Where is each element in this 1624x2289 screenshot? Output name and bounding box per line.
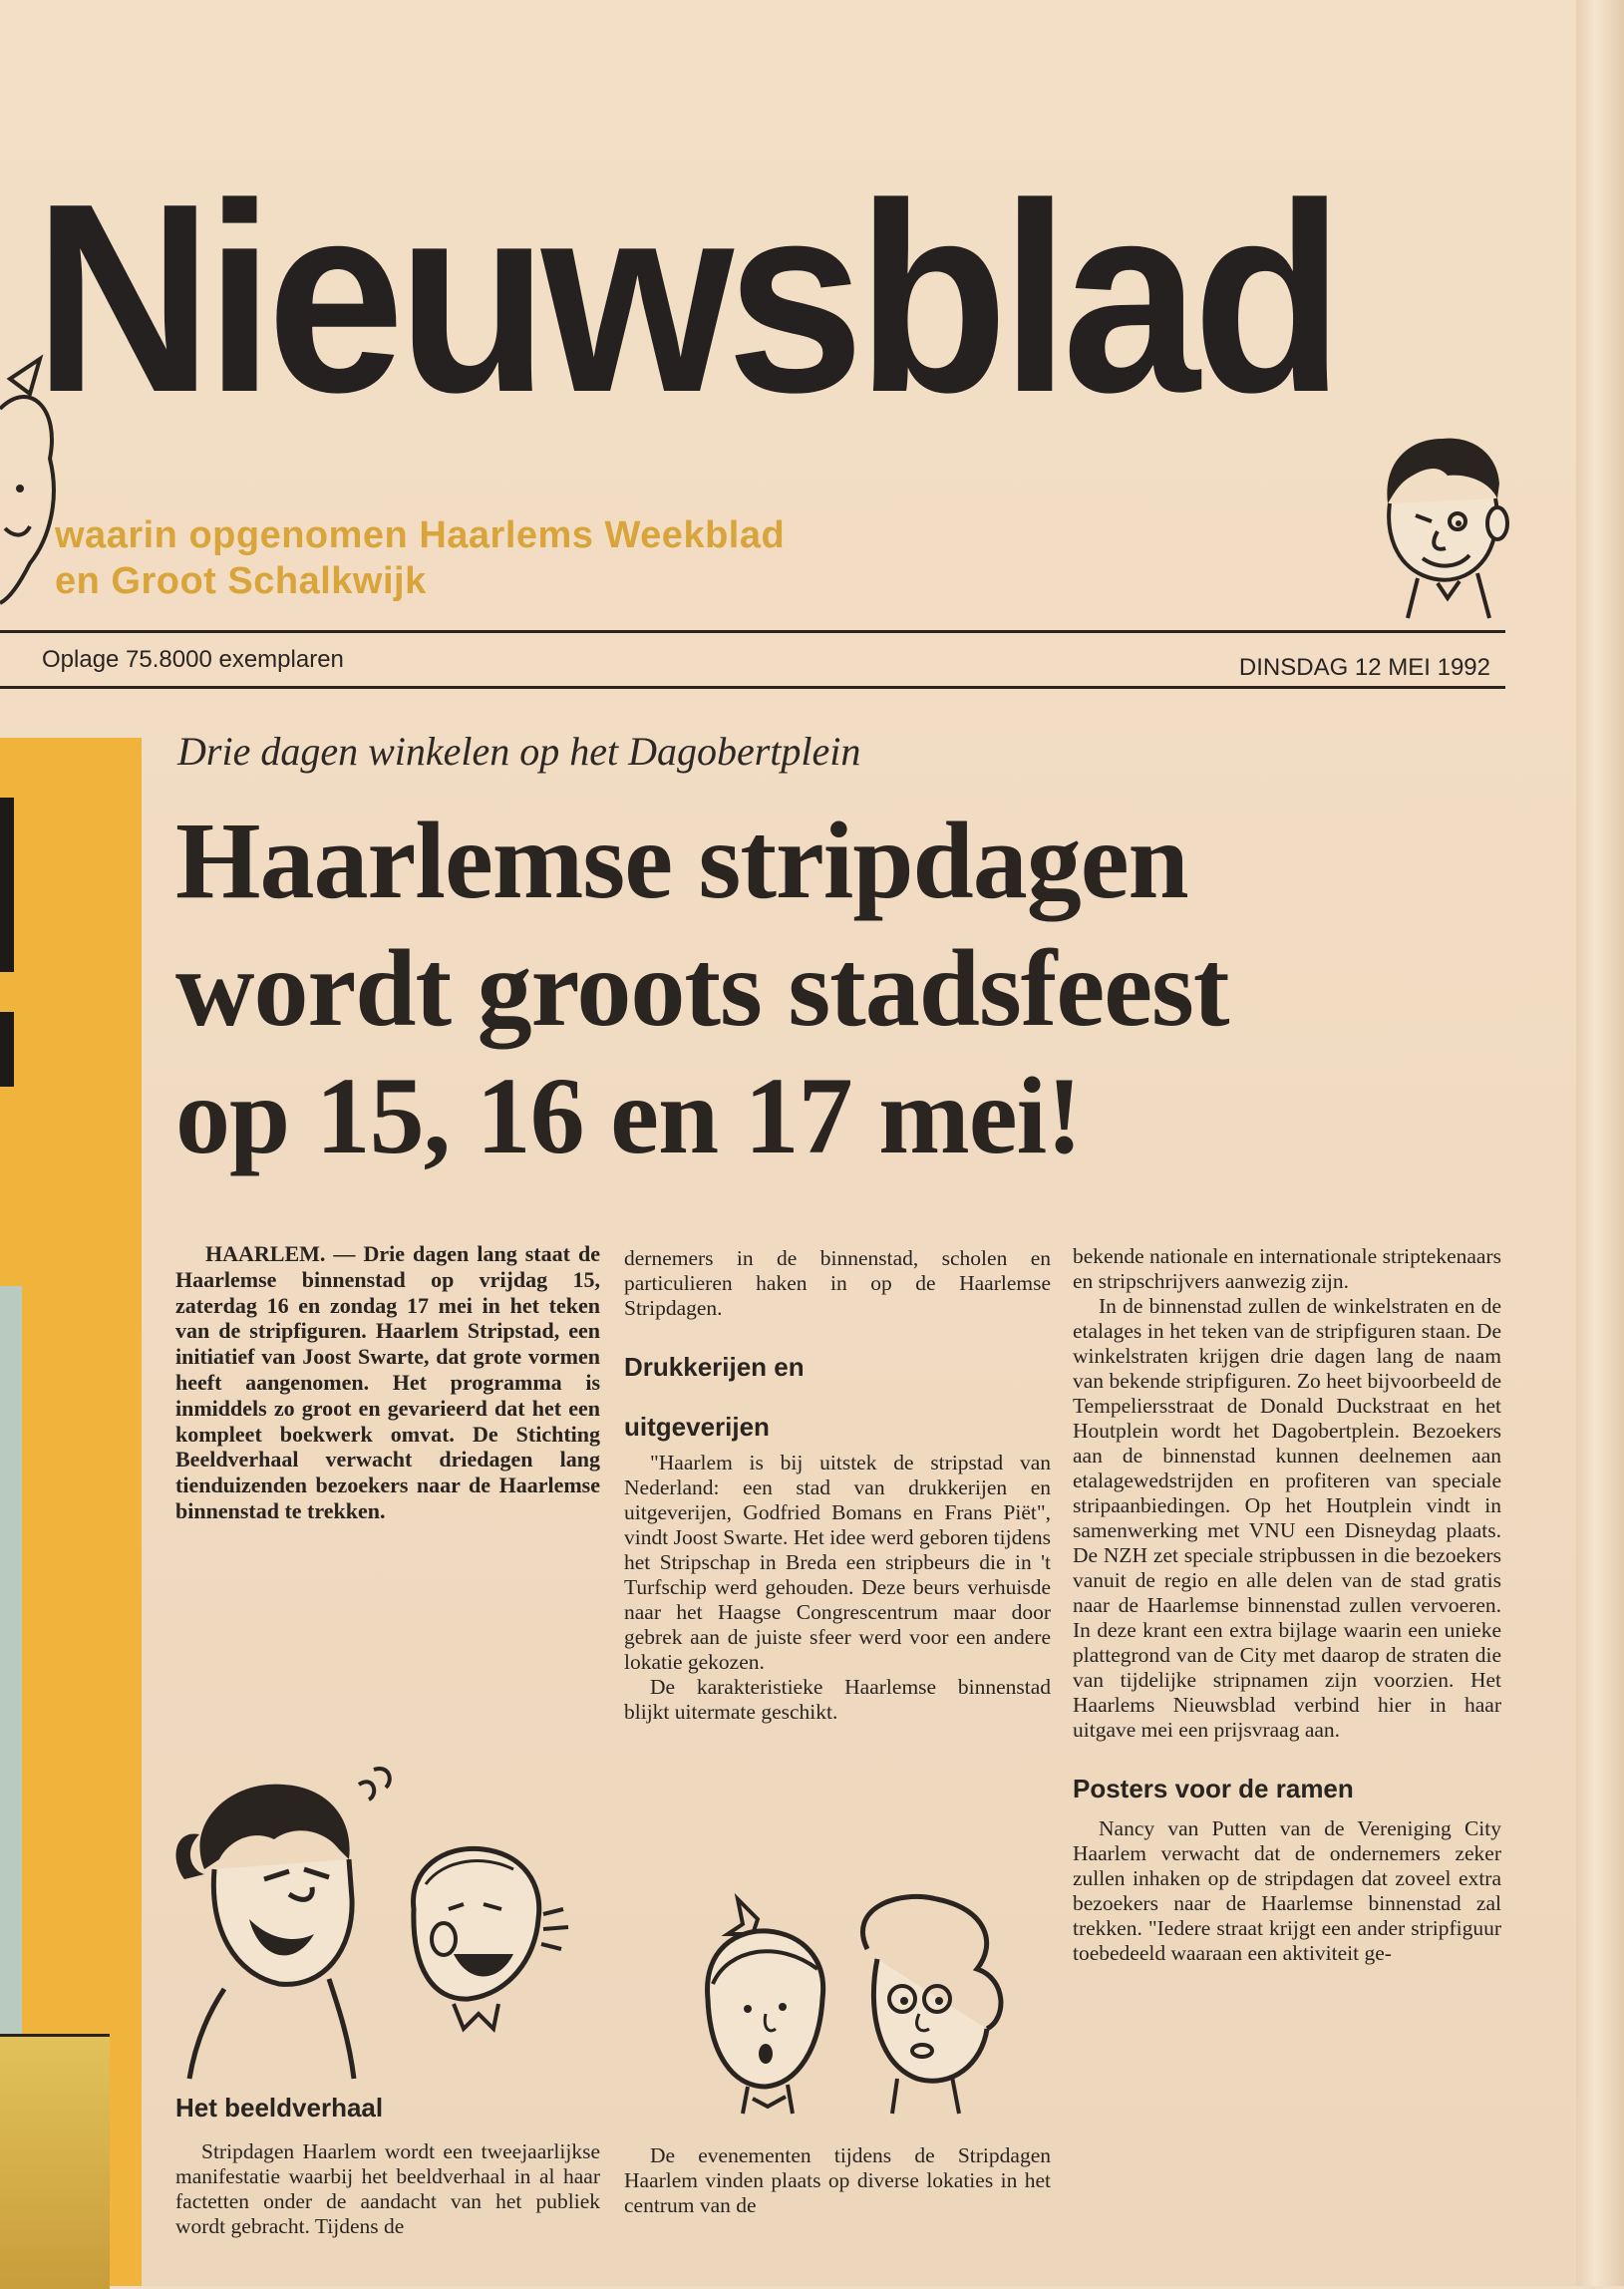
article-column-3	[1073, 1244, 1501, 1966]
paragraph: De karakteristieke Haarlemse binnenstad blijkt uitermate geschikt.	[624, 1675, 1051, 1724]
paragraph: Nancy van Putten van de Vereniging City Haarlem verwacht dat de ondernemers zeker zullen inhaken op de stripdagen dat zoveel extra bezoekers naar de Haarlemse binnenstad zal trekken. "Iedere straat krijgt een ander stripfiguur toebedeeld waaraan een aktiviteit ge-	[1073, 1816, 1501, 1965]
mascot-girl-icon	[0, 349, 70, 608]
mascot-boy-icon	[1368, 424, 1517, 623]
adjacent-dark-block	[0, 1012, 14, 1087]
masthead-title: Nieuwsblad	[34, 149, 1337, 449]
article-column-2-bottom	[624, 2143, 1051, 2218]
paragraph: De evenementen tijdens de Stripdagen Haarlem vinden plaats op diverse lokaties in het centrum van de	[624, 2143, 1051, 2217]
cartoon-characters-laughing-icon	[164, 1760, 583, 2089]
cartoon-characters-surprised-icon	[698, 1889, 1077, 2119]
subhead-posters: Posters voor de ramen	[1073, 1774, 1354, 1803]
masthead-rule-bottom	[0, 686, 1505, 689]
subhead-uitgeverijen: uitgeverijen	[624, 1412, 770, 1442]
masthead-subtitle-line2: en Groot Schalkwijk	[55, 560, 427, 602]
paragraph: "Haarlem is bij uitstek de stripstad van Nederland: een stad van drukkerijen en uitgeverijen, Godfried Bomans en Frans Piët", vindt Joost Swarte. Het idee werd geboren tijdens het Stripschap in Breda een stripbeurs die in 't Turfschip werd gehouden. Deze beurs verhuisde naar het Haagse Congrescentrum maar door gebrek aan de juiste sfeer werd voor een andere lokatie gekozen.	[624, 1451, 1051, 1674]
adjacent-dark-block	[0, 798, 14, 972]
article-column-1	[175, 1241, 600, 1524]
headline-line2: wordt groots stadsfeest	[175, 927, 1229, 1049]
paragraph: bekende nationale en internationale striptekenaars en stripschrijvers aanwezig zijn.	[1073, 1244, 1501, 1293]
article-column-1-bottom	[175, 2092, 600, 2239]
masthead-subtitle-line1: waarin opgenomen Haarlems Weekblad	[55, 514, 786, 556]
subhead-het-beeldverhaal: Het beeldverhaal	[175, 2093, 384, 2123]
subhead-drukkerijen: Drukkerijen en	[624, 1352, 805, 1382]
headline-line3: op 15, 16 en 17 mei!	[175, 1055, 1082, 1176]
circulation-note: Oplage 75.8000 exemplaren	[42, 646, 344, 673]
masthead-rule-top	[0, 630, 1505, 633]
headline-line1: Haarlemse stripdagen	[175, 800, 1188, 921]
paragraph: Stripdagen Haarlem wordt een tweejaarlijkse manifestatie waarbij het beeldverhaal in al haar factetten onder de aandacht van het publiek wordt gebracht. Tijdens de	[175, 2139, 600, 2238]
article-kicker: Drie dagen winkelen op het Dagobertplein	[177, 729, 861, 774]
paper-fold-edge	[1576, 0, 1624, 2286]
paragraph: dernemers in de binnenstad, scholen en particulieren haken in op de Haarlemse Stripdagen.	[624, 1246, 1051, 1320]
paragraph: In de binnenstad zullen de winkelstraten en de etalages in het teken van de stripfiguren staan. De winkelstraten krijgen drie dagen lang de naam van bekende stripfiguren. Zo heet bijvoorbeeld de Tempeliersstraat de Donald Duckstraat en het Houtplein wordt het Dagobertplein. Bezoekers aan de binnenstad kunnen deelnemen aan etalagewedstrijden en profiteren van speciale stripaanbiedingen. Op het Houtplein vindt in samenwerking met VNU een Disneydag plaats. De NZH zet speciale stripbussen in die bezoekers vanuit de regio en alle delen van de stad gratis naar de Haarlemse binnenstad zullen vervoeren. In deze krant een extra bijlage waarin een unieke plattegrond van de City met daarop de straten die van tijdelijke stripnamen zijn voorzien. Het Haarlems Nieuwsblad verbind hier in haar uitgave mei een prijsvraag aan.	[1073, 1294, 1501, 1742]
article-lead: HAARLEM. — Drie dagen lang staat de Haarlemse binnenstad op vrijdag 15, zaterdag 16 en zondag 17 mei in het teken van de stripfiguren. Haarlem Stripstad, een initiatief van Joost Swarte, dat grote vormen heeft aangenomen. Het programma is inmiddels zo groot en gevarieerd dat het een kompleet boekwerk omvat. De Stichting Beeldverhaal verwacht driedagen lang tienduizenden bezoekers naar de Haarlemse binnenstad te trekken.	[175, 1241, 600, 1523]
adjacent-bus-illustration	[0, 2034, 110, 2289]
article-column-2	[624, 1246, 1051, 1725]
issue-date: DINSDAG 12 MEI 1992	[1238, 654, 1490, 681]
